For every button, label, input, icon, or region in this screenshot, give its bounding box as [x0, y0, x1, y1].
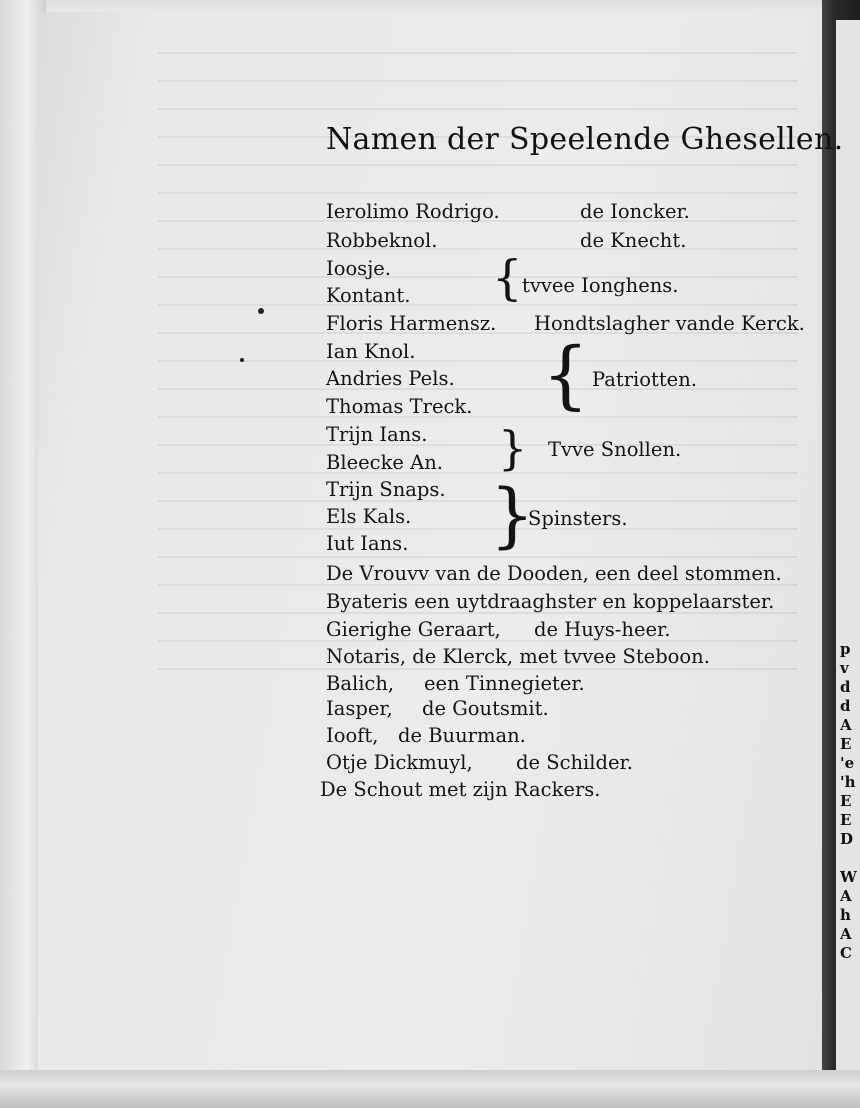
cast-name: Trijn Snaps. — [326, 478, 446, 501]
ink-speck — [258, 308, 264, 314]
cast-name: Andries Pels. — [326, 367, 455, 390]
grouping-brace: { — [492, 250, 523, 306]
cast-role: Patriotten. — [592, 368, 697, 391]
cast-name: Els Kals. — [326, 505, 412, 528]
grouping-brace: { — [542, 332, 590, 418]
cast-name: Ian Knol. — [326, 340, 416, 363]
cast-name: Iasper, — [326, 697, 393, 720]
cast-role: een Tinnegieter. — [424, 672, 585, 695]
cast-name: Kontant. — [326, 284, 411, 307]
cast-name: Otje Dickmuyl, — [326, 751, 473, 774]
ink-speck — [240, 358, 244, 362]
cast-role: de Goutsmit. — [422, 697, 549, 720]
page-title: Namen der Speelende Ghesellen. — [326, 122, 844, 157]
cast-line: Byateris een uytdraaghster en koppelaarster. — [326, 590, 775, 613]
cast-role: Tvve Snollen. — [548, 438, 682, 461]
cast-line: Notaris, de Klerck, met tvvee Steboon. — [326, 645, 710, 668]
cast-role: Spinsters. — [528, 507, 628, 530]
cast-name: Iooft, — [326, 724, 379, 747]
cast-role: de Buurman. — [398, 724, 526, 747]
cast-name: Ioosje. — [326, 257, 391, 280]
cast-name: Thomas Treck. — [326, 395, 473, 418]
cast-name: Robbeknol. — [326, 229, 438, 252]
cast-role: de Ioncker. — [580, 200, 690, 223]
cast-role: de Huys-heer. — [534, 618, 671, 641]
book-page — [38, 12, 830, 1080]
cast-name: Ierolimo Rodrigo. — [326, 200, 500, 223]
cast-name: Iut Ians. — [326, 532, 409, 555]
cast-name: Trijn Ians. — [326, 423, 428, 446]
cast-name: Gierighe Geraart, — [326, 618, 501, 641]
cast-name: Bleecke An. — [326, 451, 443, 474]
cast-role: tvvee Ionghens. — [522, 274, 679, 297]
cast-role: Hondtslagher vande Kerck. — [534, 312, 805, 335]
cast-name: Floris Harmensz. — [326, 312, 497, 335]
grouping-brace: } — [498, 421, 528, 475]
grouping-brace: } — [490, 474, 535, 556]
cast-line: De Vrouvv van de Dooden, een deel stommen. — [326, 562, 782, 585]
adjacent-page-strip — [836, 20, 860, 1070]
cast-role: de Knecht. — [580, 229, 687, 252]
cast-line: De Schout met zijn Rackers. — [320, 778, 601, 801]
adjacent-page-text: p v d d A E 'e 'h E E D W A h A C — [840, 640, 857, 962]
cast-name: Balich, — [326, 672, 395, 695]
cast-role: de Schilder. — [516, 751, 633, 774]
binding-bottom-edge — [0, 1070, 860, 1108]
